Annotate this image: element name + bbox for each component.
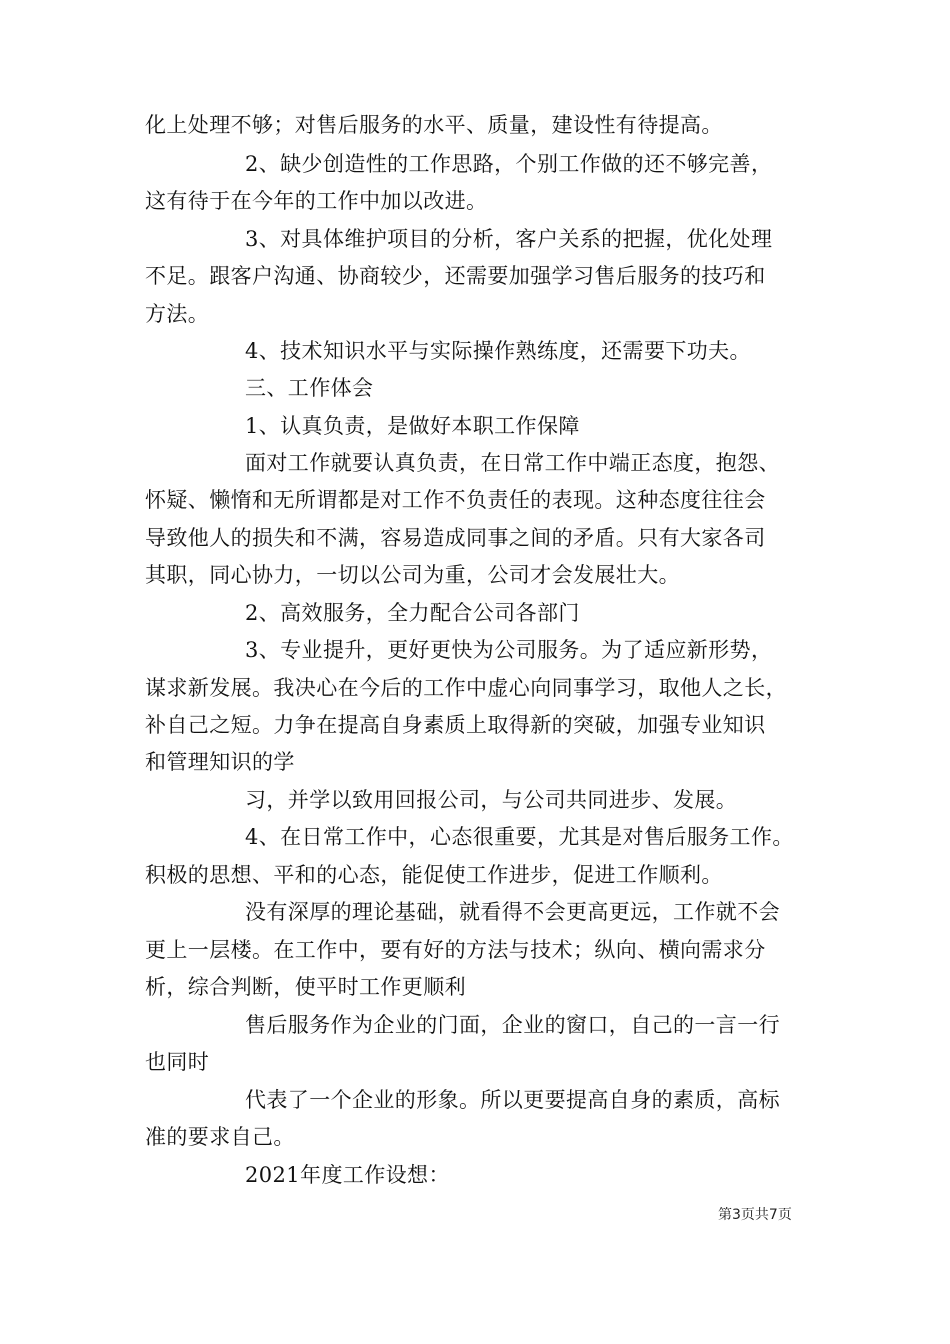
text-line: 析，综合判断，使平时工作更顺利	[145, 975, 466, 999]
text-line: 准的要求自己。	[145, 1125, 295, 1149]
text-line: 2021年度工作设想：	[245, 1163, 450, 1187]
text-line: 1、认真负责，是做好本职工作保障	[245, 414, 580, 438]
text-line: 怀疑、懒惰和无所谓都是对工作不负责任的表现。这种态度往往会	[145, 488, 766, 512]
text-line: 2、缺少创造性的工作思路，个别工作做的还不够完善，	[245, 152, 773, 176]
text-line: 没有深厚的理论基础，就看得不会更高更远，工作就不会	[245, 900, 780, 924]
text-line: 谋求新发展。我决心在今后的工作中虚心向同事学习，取他人之长，	[145, 676, 787, 700]
text-line: 也同时	[145, 1050, 210, 1074]
text-line: 积极的思想、平和的心态，能促使工作进步，促进工作顺利。	[145, 863, 723, 887]
text-line: 更上一层楼。在工作中，要有好的方法与技术；纵向、横向需求分	[145, 938, 766, 962]
text-line: 习，并学以致用回报公司，与公司共同进步、发展。	[245, 788, 738, 812]
text-line: 方法。	[145, 302, 210, 326]
text-line: 和管理知识的学	[145, 750, 295, 774]
text-line: 面对工作就要认真负责，在日常工作中端正态度，抱怨、	[245, 451, 780, 475]
text-line: 其职，同心协力，一切以公司为重，公司才会发展壮大。	[145, 563, 680, 587]
text-line: 3、对具体维护项目的分析，客户关系的把握，优化处理	[245, 227, 773, 251]
text-line: 2、高效服务，全力配合公司各部门	[245, 601, 580, 625]
text-line: 4、技术知识水平与实际操作熟练度，还需要下功夫。	[245, 339, 751, 363]
text-line: 4、在日常工作中，心态很重要，尤其是对售后服务工作。	[245, 825, 794, 849]
text-line: 3、专业提升，更好更快为公司服务。为了适应新形势，	[245, 638, 773, 662]
text-line: 导致他人的损失和不满，容易造成同事之间的矛盾。只有大家各司	[145, 526, 766, 550]
text-line: 不足。跟客户沟通、协商较少，还需要加强学习售后服务的技巧和	[145, 264, 766, 288]
text-line: 补自己之短。力争在提高自身素质上取得新的突破，加强专业知识	[145, 713, 766, 737]
text-line: 这有待于在今年的工作中加以改进。	[145, 189, 488, 213]
text-line: 三、工作体会	[245, 376, 374, 400]
page-number-footer: 第3页共7页	[718, 1207, 792, 1223]
text-line: 售后服务作为企业的门面，企业的窗口，自己的一言一行	[245, 1013, 780, 1037]
text-line: 代表了一个企业的形象。所以更要提高自身的素质，高标	[245, 1088, 780, 1112]
text-line: 化上处理不够；对售后服务的水平、质量，建设性有待提高。	[145, 113, 723, 137]
